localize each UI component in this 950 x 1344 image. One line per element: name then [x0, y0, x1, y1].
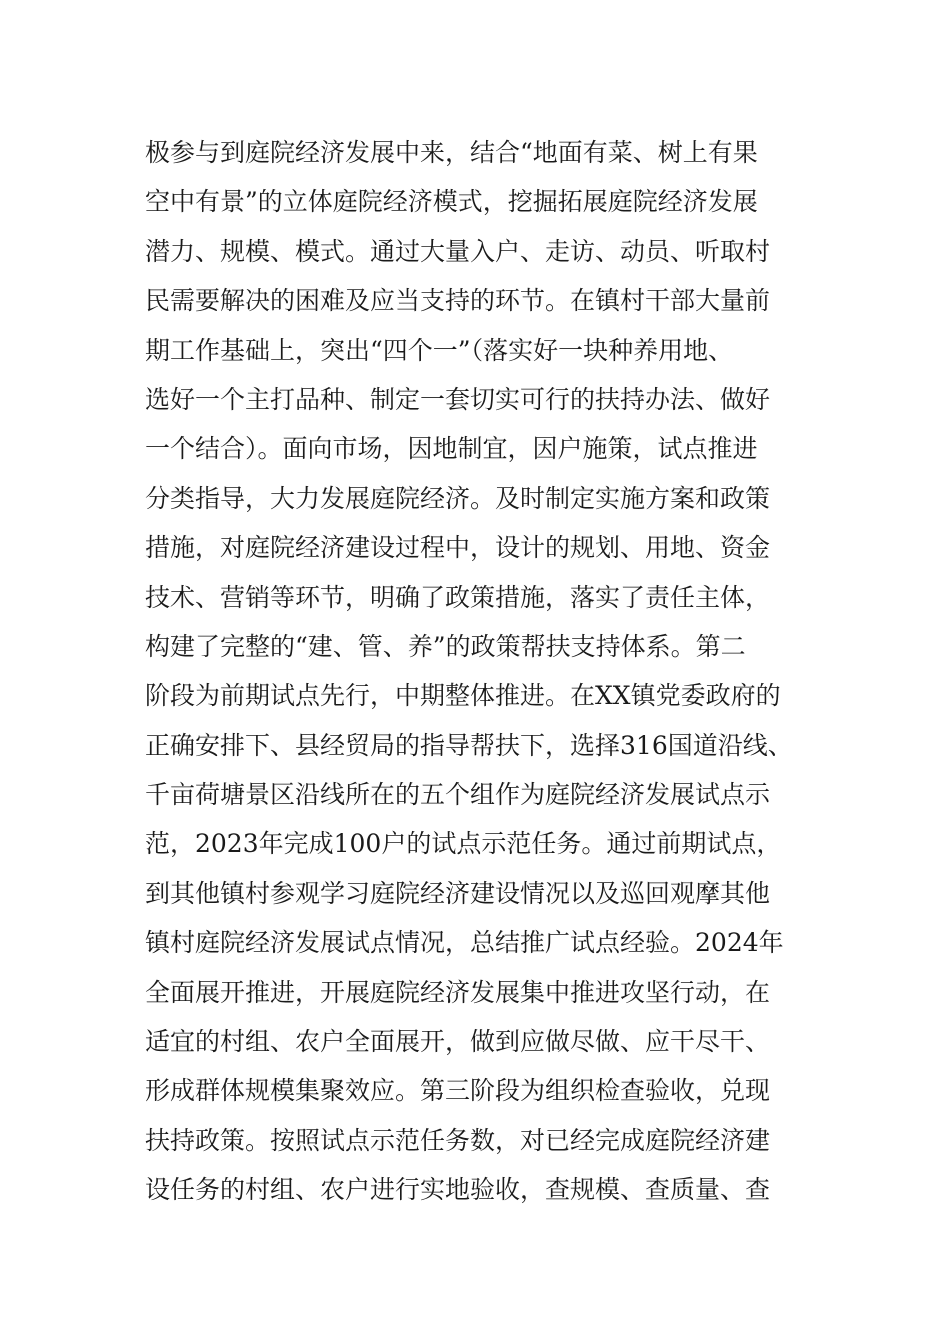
text-line: 设任务的村组、农户进行实地验收，查规模、查质量、查	[145, 1175, 771, 1205]
text-line: 千亩荷塘景区沿线所在的五个组作为庭院经济发展试点示	[145, 780, 771, 810]
text-line: 民需要解决的困难及应当支持的环节。在镇村干部大量前	[145, 286, 771, 316]
text-line: 分类指导，大力发展庭院经济。及时制定实施方案和政策	[145, 483, 771, 513]
text-line: 空中有景”的立体庭院经济模式，挖掘拓展庭院经济发展	[145, 187, 758, 217]
text-line: 扶持政策。按照试点示范任务数，对已经完成庭院经济建	[145, 1125, 771, 1155]
text-line: 到其他镇村参观学习庭院经济建设情况以及巡回观摩其他	[145, 878, 771, 908]
text-line: 镇村庭院经济发展试点情况，总结推广试点经验。2024年	[145, 928, 784, 958]
text-line: 极参与到庭院经济发展中来，结合“地面有菜、树上有果	[145, 138, 758, 167]
text-line: 潜力、规模、模式。通过大量入户、走访、动员、听取村	[145, 236, 771, 266]
text-line: 适宜的村组、农户全面展开，做到应做尽做、应干尽干、	[145, 1027, 771, 1057]
text-line: 全面展开推进，开展庭院经济发展集中推进攻坚行动，在	[145, 977, 771, 1007]
document-body-text	[145, 128, 845, 1215]
text-line: 形成群体规模集聚效应。第三阶段为组织检查验收，兑现	[145, 1076, 771, 1106]
text-line: 构建了完整的“建、管、养”的政策帮扶支持体系。第二	[145, 631, 746, 661]
text-line: 选好一个主打品种、制定一套切实可行的扶持办法、做好	[145, 384, 771, 414]
text-line: 技术、营销等环节，明确了政策措施，落实了责任主体，	[145, 582, 771, 612]
text-line: 期工作基础上，突出“四个一”（落实好一块种养用地、	[145, 335, 734, 365]
text-line: 阶段为前期试点先行，中期整体推进。在XX镇党委政府的	[145, 681, 781, 711]
text-line: 一个结合）。面向市场，因地制宜，因户施策，试点推进	[145, 434, 758, 464]
text-line: 正确安排下、县经贸局的指导帮扶下，选择316国道沿线、	[145, 730, 793, 760]
text-line: 范，2023年完成100户的试点示范任务。通过前期试点，	[145, 829, 782, 859]
text-line: 措施，对庭院经济建设过程中，设计的规划、用地、资金	[145, 533, 771, 563]
